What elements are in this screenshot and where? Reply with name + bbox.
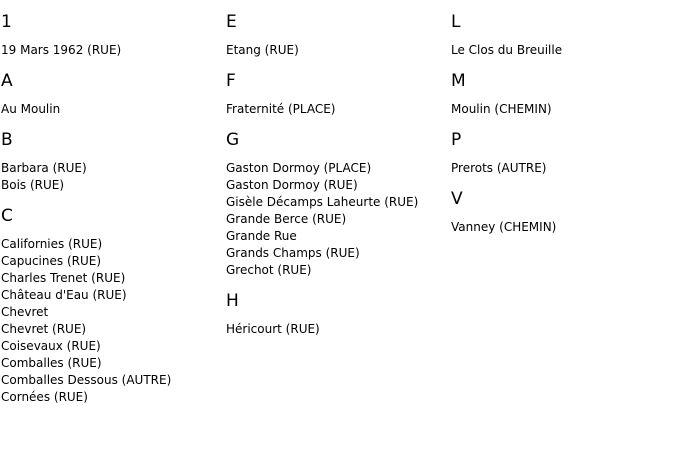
section-letter: 1 bbox=[1, 12, 12, 32]
street-list bbox=[226, 42, 451, 59]
street-link[interactable]: Gaston Dormoy (RUE) bbox=[226, 178, 358, 192]
letter-group-a bbox=[1, 70, 226, 118]
street-link[interactable]: Au Moulin bbox=[1, 102, 61, 116]
street-list bbox=[1, 236, 226, 406]
street-link[interactable]: Grande Berce (RUE) bbox=[226, 212, 347, 226]
letter-group-e bbox=[226, 11, 451, 59]
letter-group-g bbox=[226, 129, 451, 279]
letter-group-p bbox=[451, 129, 675, 177]
street-list bbox=[451, 42, 675, 59]
street-link[interactable]: Chevret bbox=[1, 305, 49, 319]
letter-group-1 bbox=[1, 11, 226, 59]
street-link[interactable]: Le Clos du Breuille bbox=[451, 43, 563, 57]
street-link[interactable]: Grande Rue bbox=[226, 229, 297, 243]
street-link[interactable]: Grechot (RUE) bbox=[226, 263, 312, 277]
letter-group-b bbox=[1, 129, 226, 194]
letter-group-h bbox=[226, 290, 451, 338]
street-list bbox=[1, 42, 226, 59]
section-letter: M bbox=[451, 71, 466, 91]
street-link[interactable]: Coisevaux (RUE) bbox=[1, 339, 101, 353]
street-link[interactable]: Prerots (AUTRE) bbox=[451, 161, 547, 175]
section-letter: P bbox=[451, 130, 462, 150]
street-link[interactable]: Grands Champs (RUE) bbox=[226, 246, 360, 260]
letter-group-f bbox=[226, 70, 451, 118]
street-link[interactable]: Californies (RUE) bbox=[1, 237, 103, 251]
street-index-column-2 bbox=[226, 0, 451, 338]
street-link[interactable]: Moulin (CHEMIN) bbox=[451, 102, 552, 116]
section-letter: F bbox=[226, 71, 236, 91]
letter-group-l bbox=[451, 11, 675, 59]
letter-group-v bbox=[451, 188, 675, 236]
section-letter: H bbox=[226, 291, 239, 311]
street-link[interactable]: Château d'Eau (RUE) bbox=[1, 288, 127, 302]
letter-group-c bbox=[1, 205, 226, 406]
street-link[interactable]: Comballes Dessous (AUTRE) bbox=[1, 373, 172, 387]
street-link[interactable]: Gisèle Décamps Laheurte (RUE) bbox=[226, 195, 419, 209]
street-link[interactable]: Cornées (RUE) bbox=[1, 390, 88, 404]
section-letter: E bbox=[226, 12, 237, 32]
street-link[interactable]: 19 Mars 1962 (RUE) bbox=[1, 43, 122, 57]
street-list bbox=[451, 219, 675, 236]
street-list bbox=[451, 160, 675, 177]
street-list bbox=[226, 101, 451, 118]
street-link[interactable]: Héricourt (RUE) bbox=[226, 322, 320, 336]
street-link[interactable]: Comballes (RUE) bbox=[1, 356, 102, 370]
section-letter: B bbox=[1, 130, 13, 150]
street-index-column-3 bbox=[451, 0, 675, 236]
street-list bbox=[1, 160, 226, 194]
street-link[interactable]: Chevret (RUE) bbox=[1, 322, 87, 336]
street-link[interactable]: Bois (RUE) bbox=[1, 178, 65, 192]
street-link[interactable]: Vanney (CHEMIN) bbox=[451, 220, 557, 234]
street-list bbox=[1, 101, 226, 118]
street-list bbox=[451, 101, 675, 118]
street-link[interactable]: Charles Trenet (RUE) bbox=[1, 271, 126, 285]
street-list bbox=[226, 321, 451, 338]
street-index-column-1 bbox=[1, 0, 226, 406]
street-link[interactable]: Fraternité (PLACE) bbox=[226, 102, 336, 116]
section-letter: L bbox=[451, 12, 461, 32]
street-list bbox=[226, 160, 451, 279]
street-link[interactable]: Etang (RUE) bbox=[226, 43, 299, 57]
section-letter: A bbox=[1, 71, 13, 91]
section-letter: C bbox=[1, 206, 13, 226]
section-letter: G bbox=[226, 130, 240, 150]
street-link[interactable]: Barbara (RUE) bbox=[1, 161, 87, 175]
section-letter: V bbox=[451, 189, 463, 209]
street-link[interactable]: Capucines (RUE) bbox=[1, 254, 102, 268]
street-link[interactable]: Gaston Dormoy (PLACE) bbox=[226, 161, 372, 175]
letter-group-m bbox=[451, 70, 675, 118]
